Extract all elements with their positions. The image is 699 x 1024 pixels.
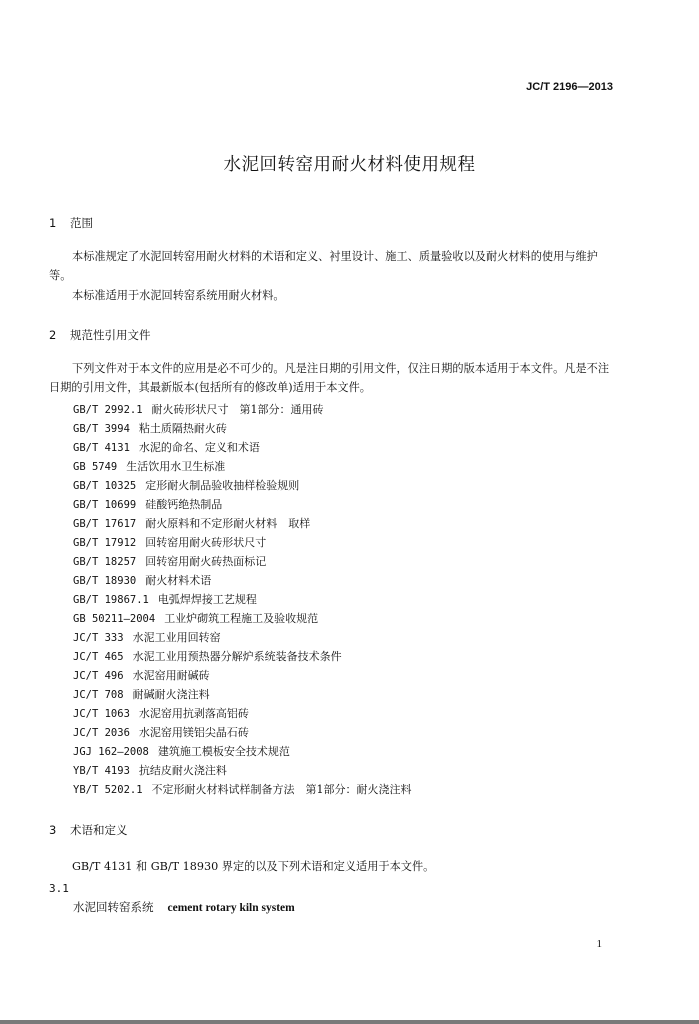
reference-item — [73, 495, 412, 514]
reference-code: GB/T 10325 — [73, 480, 137, 492]
page-number: 1 — [596, 938, 602, 950]
reference-code: JGJ 162—2008 — [73, 746, 149, 758]
reference-code: YB/T 4193 — [73, 765, 130, 777]
reference-name: 水泥工业用预热器分解炉系统装备技术条件 — [132, 650, 342, 663]
reference-item — [73, 419, 412, 438]
reference-name: 回转窑用耐火砖形状尺寸 — [145, 536, 267, 549]
term-number: 3.1 — [49, 882, 69, 895]
reference-item — [73, 533, 412, 552]
reference-item — [73, 780, 412, 799]
reference-code: GB/T 3994 — [73, 423, 130, 435]
reference-name: 水泥窑用耐碱砖 — [132, 669, 210, 682]
section-number: 3 — [49, 823, 57, 837]
reference-code: GB/T 19867.1 — [73, 594, 149, 606]
term-entry — [73, 899, 295, 915]
reference-code: JC/T 2036 — [73, 727, 130, 739]
section-1-heading — [49, 215, 93, 231]
reference-name: 耐火砖形状尺寸 第1部分：通用砖 — [151, 403, 324, 416]
reference-name: 定形耐火制品验收抽样检验规则 — [145, 479, 300, 492]
reference-name: 抗结皮耐火浇注料 — [138, 764, 227, 777]
reference-name: 水泥的命名、定义和术语 — [138, 441, 260, 454]
reference-name: 建筑施工模板安全技术规范 — [157, 745, 290, 758]
reference-name: 水泥窑用镁铝尖晶石砖 — [138, 726, 249, 739]
reference-item — [73, 704, 412, 723]
reference-code: JC/T 333 — [73, 632, 124, 644]
reference-item — [73, 571, 412, 590]
reference-name: 回转窑用耐火砖热面标记 — [145, 555, 267, 568]
reference-code: JC/T 1063 — [73, 708, 130, 720]
reference-item — [73, 761, 412, 780]
reference-name: 硅酸钙绝热制品 — [145, 498, 223, 511]
reference-item — [73, 476, 412, 495]
reference-code: GB/T 2992.1 — [73, 404, 143, 416]
reference-item — [73, 685, 412, 704]
section-title: 范围 — [70, 216, 93, 230]
reference-name: 生活饮用水卫生标准 — [126, 460, 226, 473]
section-title: 规范性引用文件 — [70, 328, 151, 342]
reference-code: GB/T 18930 — [73, 575, 137, 587]
reference-code: GB/T 10699 — [73, 499, 137, 511]
section-number: 1 — [49, 216, 57, 230]
reference-item — [73, 590, 412, 609]
reference-code: GB/T 4131 — [73, 442, 130, 454]
reference-item — [73, 457, 412, 476]
section-number: 2 — [49, 328, 57, 342]
reference-code: YB/T 5202.1 — [73, 784, 143, 796]
reference-item — [73, 742, 412, 761]
reference-code: GB/T 18257 — [73, 556, 137, 568]
section-2-heading — [49, 327, 151, 343]
document-title: 水泥回转窑用耐火材料使用规程 — [223, 155, 476, 175]
reference-code: JC/T 708 — [73, 689, 124, 701]
reference-name: 耐火材料术语 — [145, 574, 212, 587]
paragraph: 本标准适用于水泥回转窑系统用耐火材料。 — [72, 289, 285, 302]
reference-name: 电弧焊焊接工艺规程 — [157, 593, 257, 606]
reference-item — [73, 647, 412, 666]
bottom-edge — [0, 1020, 699, 1024]
reference-item — [73, 723, 412, 742]
reference-code: GB 50211—2004 — [73, 613, 156, 625]
reference-name: 不定形耐火材料试样制备方法 第1部分：耐火浇注料 — [151, 783, 412, 796]
reference-name: 工业炉砌筑工程施工及验收规范 — [164, 612, 319, 625]
reference-name: 耐碱耐火浇注料 — [132, 688, 210, 701]
paragraph: GB/T 4131 和 GB/T 18930 界定的以及下列术语和定义适用于本文件。 — [72, 860, 435, 873]
paragraph: 本标准规定了水泥回转窑用耐火材料的术语和定义、衬里设计、施工、质量验收以及耐火材料的使用与维护等。 — [49, 250, 598, 282]
reference-item — [73, 609, 412, 628]
section-title: 术语和定义 — [70, 823, 128, 837]
reference-code: JC/T 465 — [73, 651, 124, 663]
reference-item — [73, 514, 412, 533]
reference-code: JC/T 496 — [73, 670, 124, 682]
reference-item — [73, 400, 412, 419]
term-chinese: 水泥回转窑系统 — [73, 900, 154, 914]
reference-item — [73, 438, 412, 457]
reference-name: 水泥工业用回转窑 — [132, 631, 221, 644]
reference-item — [73, 666, 412, 685]
standard-code: JC/T 2196—2013 — [526, 81, 613, 93]
section-3-heading — [49, 822, 128, 838]
reference-name: 粘土质隔热耐火砖 — [138, 422, 227, 435]
term-english: cement rotary kiln system — [167, 902, 295, 914]
reference-code: GB 5749 — [73, 461, 118, 473]
reference-code: GB/T 17912 — [73, 537, 137, 549]
reference-name: 水泥窑用抗剥落高铝砖 — [138, 707, 249, 720]
reference-list — [73, 400, 412, 799]
reference-name: 耐火原料和不定形耐火材料 取样 — [145, 517, 311, 530]
reference-item — [73, 628, 412, 647]
paragraph: 下列文件对于本文件的应用是必不可少的。凡是注日期的引用文件，仅注日期的版本适用于本文件。凡是不注日期的引用文件，其最新版本(包括所有的修改单)适用于本文件。 — [49, 362, 610, 394]
reference-item — [73, 552, 412, 571]
reference-code: GB/T 17617 — [73, 518, 137, 530]
